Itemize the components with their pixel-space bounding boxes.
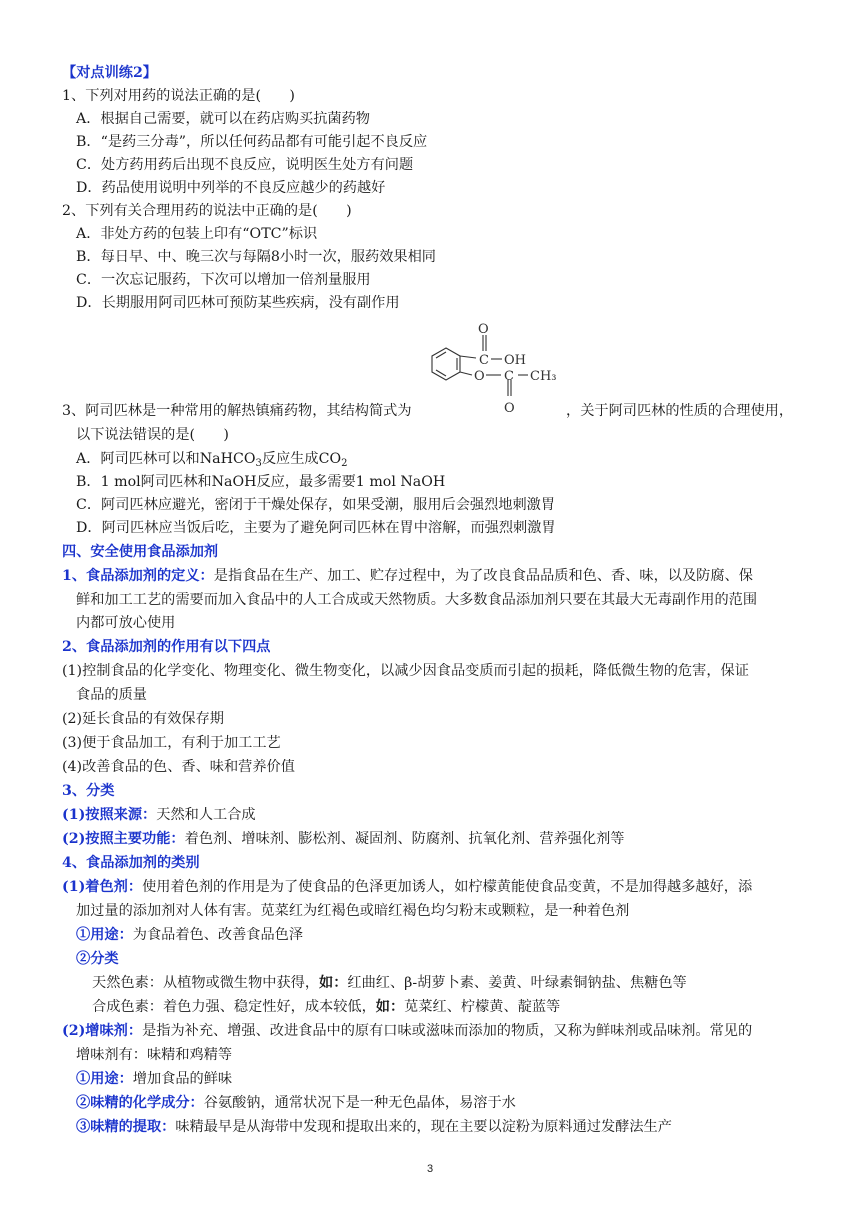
flavor-use-text: 增加食品的鲜味: [132, 1071, 233, 1087]
classify-function-text: 着色剂、增味剂、膨松剂、凝固剂、防腐剂、抗氧化剂、营养强化剂等: [184, 831, 625, 847]
synthetic-pigments-text2: 苋菜红、柠檬黄、靛蓝等: [404, 999, 561, 1015]
q1-option-d: D．药品使用说明中列举的不良反应越少的药越好: [76, 180, 386, 196]
q2-option-c: C．一次忘记服药，下次可以增加一倍剂量服用: [76, 272, 371, 288]
definition-label: 1、食品添加剂的定义：: [62, 568, 214, 584]
msg-extraction: [76, 1116, 800, 1139]
role-1-line1: (1)控制食品的化学变化、物理变化、微生物变化，以减少因食品变质而引起的损耗，降低微生物的危害，保证: [62, 663, 749, 679]
structure-o-bottom: O: [504, 401, 515, 416]
training-heading: 【对点训练2】: [62, 65, 157, 81]
role-4: (4)改善食品的色、香、味和营养价值: [62, 759, 295, 775]
synthetic-pigments-ru: 如：: [375, 999, 405, 1015]
synthetic-pigments: [92, 996, 800, 1019]
flavor-line1: [62, 1020, 800, 1043]
q2-stem: 2、下列有关合理用药的说法中正确的是( ): [62, 203, 352, 219]
flavor-label: (2)增味剂：: [62, 1023, 143, 1039]
natural-pigments-ru: 如：: [319, 975, 348, 991]
q1-stem: 1、下列对用药的说法正确的是( ): [62, 88, 295, 104]
q3-option-d: D．阿司匹林应当饭后吃，主要为了避免阿司匹林在胃中溶解，而强烈刺激胃: [76, 520, 556, 536]
colorant-class-label: [76, 948, 800, 971]
classify-function: [62, 828, 800, 851]
q3-option-c: C．阿司匹林应避光，密闭于干燥处保存，如果受潮，服用后会强烈地刺激胃: [76, 497, 556, 513]
q3-option-a-sub2: 2: [341, 458, 348, 469]
colorant-use-label: ①用途：: [76, 927, 133, 943]
definition-line1: [62, 565, 800, 588]
role-3: (3)便于食品加工，有利于加工工艺: [62, 735, 281, 751]
colorant-line2: 加过量的添加剂对人体有害。苋菜红为红褐色或暗红褐色均匀粉末或颗粒，是一种着色剂: [76, 903, 630, 919]
structure-o-ring: O: [474, 369, 485, 384]
role-2: (2)延长食品的有效保存期: [62, 711, 224, 727]
classify-source-text: 天然和人工合成: [156, 807, 256, 823]
q1-option-a: A．根据自己需要，就可以在药店购买抗菌药物: [76, 111, 370, 127]
structure-ch3: CH₃: [530, 369, 557, 384]
classify-source-label: (1)按照来源：: [62, 807, 157, 823]
q2-option-b: B．每日早、中、晚三次与每隔8小时一次，服药效果相同: [76, 249, 436, 265]
q3-option-a-text1: A．阿司匹林可以和NaHCO: [76, 451, 256, 467]
classify-title: 3、分类: [62, 783, 115, 799]
q3-option-a-sub1: 3: [255, 458, 262, 469]
structure-oh: OH: [504, 353, 526, 368]
flavor-text1: 是指为补充、增强、改进食品中的原有口味或滋味而添加的物质，又称为鲜味剂或品味剂。常见的: [142, 1023, 753, 1039]
structure-c1: C: [479, 353, 489, 368]
section4-title: 四、安全使用食品添加剂: [62, 544, 219, 560]
classify-source: [62, 804, 800, 827]
q3-option-a: [76, 448, 800, 471]
structure-o-top: O: [478, 322, 489, 337]
colorant-text1: 使用着色剂的作用是为了使食品的色泽更加诱人，如柠檬黄能使食品变黄，不是加得越多越好，添: [142, 879, 753, 895]
q3-stem-part1: 3、阿司匹林是一种常用的解热镇痛药物，其结构简式为: [62, 403, 412, 419]
definition-line3: 内都可放心使用: [76, 615, 176, 631]
msg-composition: [76, 1092, 800, 1115]
msg-composition-label: ②味精的化学成分：: [76, 1095, 204, 1111]
definition-line2: 鲜和加工工艺的需要而加入食品中的人工合成或天然物质。大多数食品添加剂只要在其最大无毒副作用的范围: [76, 592, 758, 608]
q3-stem-part3: 以下说法错误的是( ): [76, 427, 229, 443]
role-1-line2: 食品的质量: [76, 687, 147, 703]
q3-option-b: B．1 mol阿司匹林和NaOH反应，最多需要1 mol NaOH: [76, 474, 446, 490]
colorant-line1: [62, 876, 800, 899]
structure-c2: C: [504, 369, 514, 384]
q3-option-a-text2: 反应生成CO: [261, 451, 342, 467]
classify-function-label: (2)按照主要功能：: [62, 831, 185, 847]
q2-option-a: A．非处方药的包装上印有“OTC”标识: [76, 226, 318, 242]
synthetic-pigments-text1: 合成色素：着色力强、稳定性好，成本较低，: [92, 999, 376, 1015]
colorant-label: (1)着色剂：: [62, 879, 143, 895]
colorant-use: [76, 924, 800, 947]
definition-text1: 是指食品在生产、加工、贮存过程中，为了改良食品品质和色、香、味，以及防腐、保: [213, 568, 753, 584]
msg-extraction-label: ③味精的提取：: [76, 1119, 176, 1135]
roles-title: 2、食品添加剂的作用有以下四点: [62, 639, 271, 655]
natural-pigments-text1: 天然色素：从植物或微生物中获得，: [92, 975, 320, 991]
q3-stem-part2: ，关于阿司匹林的性质的合理使用，: [566, 403, 794, 419]
colorant-class-label-text: ②分类: [76, 951, 119, 967]
flavor-use-label: ①用途：: [76, 1071, 133, 1087]
flavor-line2: 增味剂有：味精和鸡精等: [76, 1047, 233, 1063]
q1-option-b: B．“是药三分毒”，所以任何药品都有可能引起不良反应: [76, 134, 428, 150]
natural-pigments: [92, 972, 800, 995]
msg-extraction-text: 味精最早是从海带中发现和提取出来的，现在主要以淀粉为原料通过发酵法生产: [175, 1119, 672, 1135]
q2-option-d: D．长期服用阿司匹林可预防某些疾病，没有副作用: [76, 295, 400, 311]
msg-composition-text: 谷氨酸钠，通常状况下是一种无色晶体，易溶于水: [203, 1095, 516, 1111]
types-title: 4、食品添加剂的类别: [62, 855, 200, 871]
q1-option-c: C．处方药用药后出现不良反应，说明医生处方有问题: [76, 157, 414, 173]
natural-pigments-text2: 红曲红、β-胡萝卜素、姜黄、叶绿素铜钠盐、焦糖色等: [347, 975, 687, 991]
flavor-use: [76, 1068, 800, 1091]
colorant-use-text: 为食品着色、改善食品色泽: [132, 927, 304, 943]
page-number: 3: [426, 1163, 434, 1175]
